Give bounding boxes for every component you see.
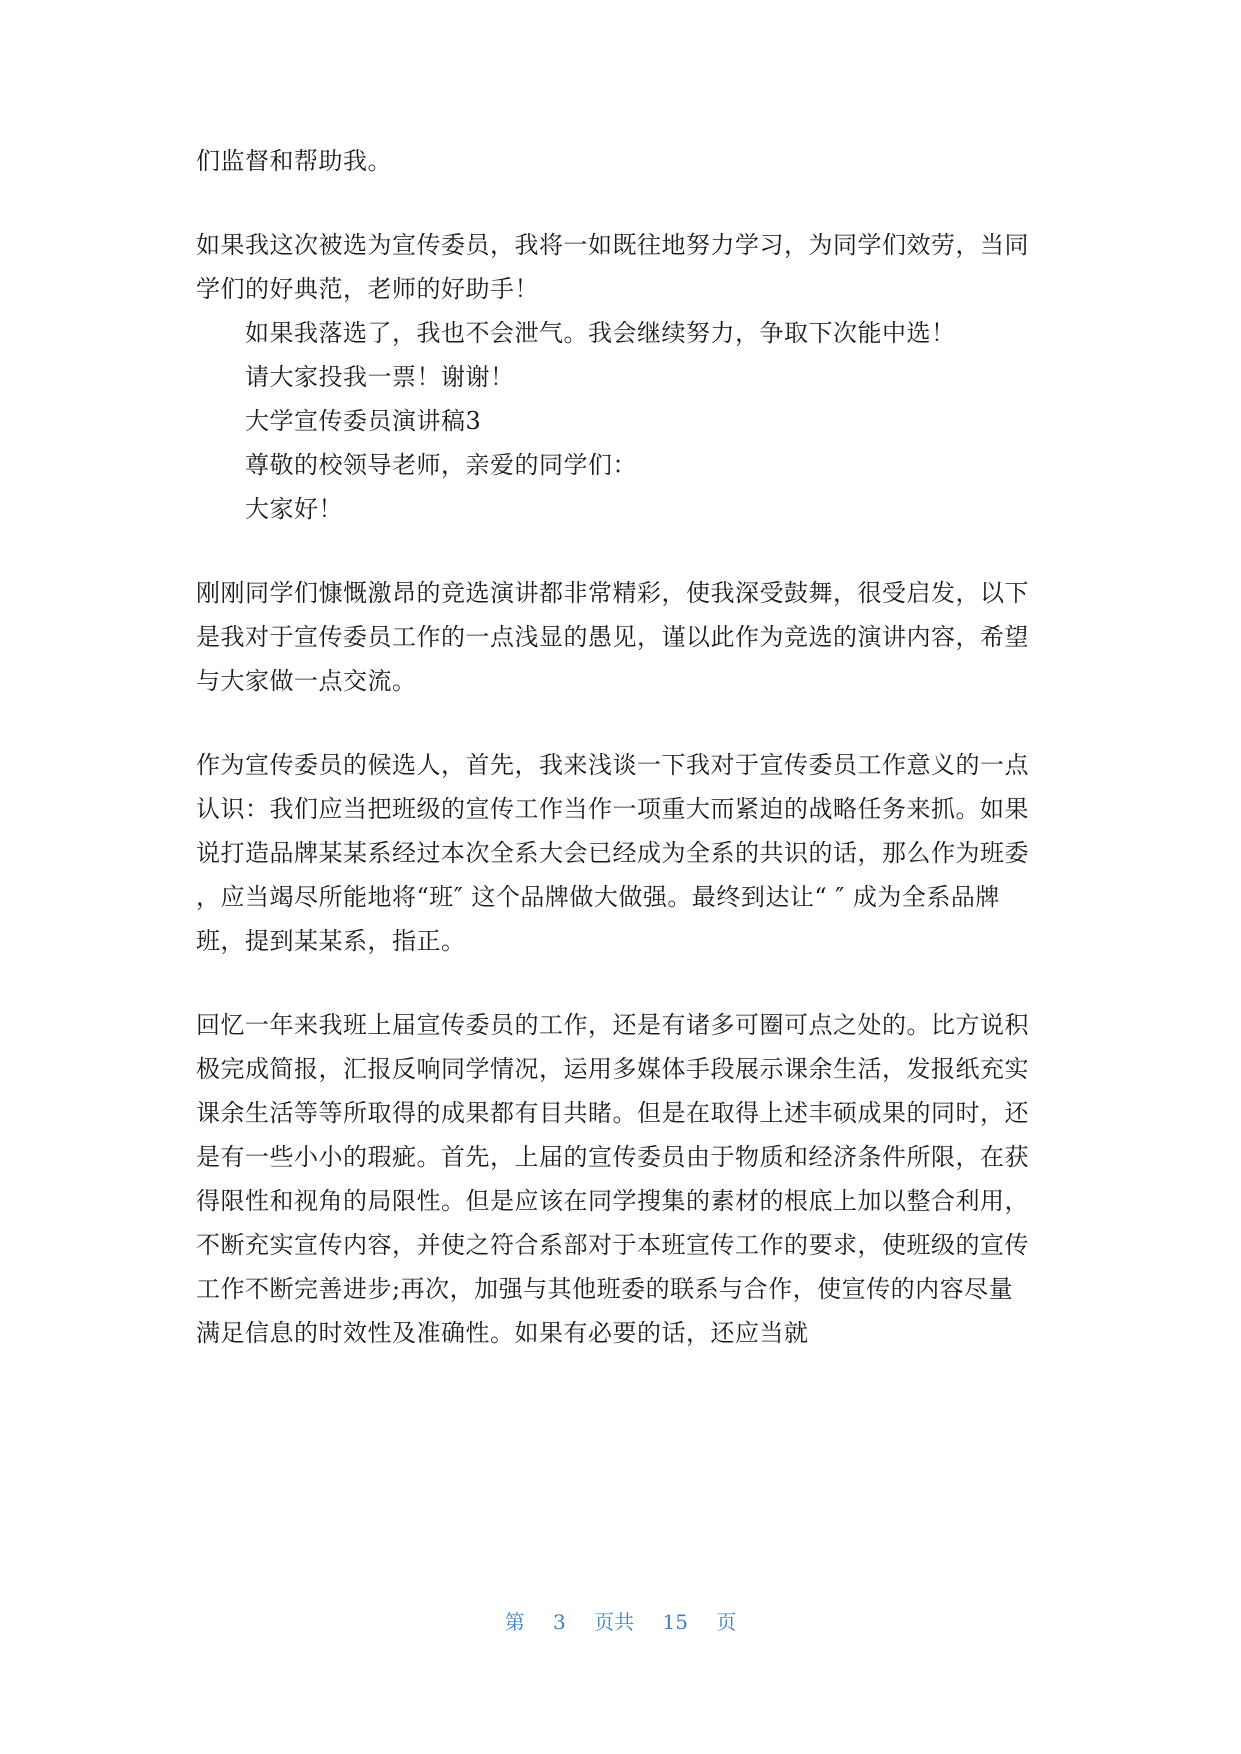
salutation: 尊敬的校领导老师，亲爱的同学们： xyxy=(245,451,637,479)
text-line: 工作不断完善进步;再次，加强与其他班委的联系与合作，使宣传的内容尽量 xyxy=(196,1275,1014,1303)
text-line: 班，提到某某系，指正。 xyxy=(196,927,466,955)
text-line: 认识：我们应当把班级的宣传工作当作一项重大而紧迫的战略任务来抓。如果 xyxy=(196,795,1029,823)
text-line: 回忆一年来我班上届宣传委员的工作，还是有诸多可圈可点之处的。比方说积 xyxy=(196,1011,1029,1039)
text-line: 不断充实宣传内容，并使之符合系部对于本班宣传工作的要求，使班级的宣传 xyxy=(196,1231,1029,1259)
footer-suffix: 页 xyxy=(716,1610,737,1634)
page-footer xyxy=(0,1606,1241,1635)
text-line: 们监督和帮助我。 xyxy=(196,147,392,175)
text-line: 满足信息的时效性及准确性。如果有必要的话，还应当就 xyxy=(196,1319,809,1347)
text-line: 是有一些小小的瑕疵。首先，上届的宣传委员由于物质和经济条件所限，在获 xyxy=(196,1143,1029,1171)
total-pages: 15 xyxy=(662,1610,688,1634)
footer-prefix: 第 xyxy=(504,1610,525,1634)
text-line: ，应当竭尽所能地将“班″ 这个品牌做大做强。最终到达让“ ″ 成为全系品牌 xyxy=(196,883,1000,911)
text-line: 极完成简报，汇报反响同学情况，运用多媒体手段展示课余生活，发报纸充实 xyxy=(196,1055,1029,1083)
text-line: 作为宣传委员的候选人，首先，我来浅谈一下我对于宣传委员工作意义的一点 xyxy=(196,751,1029,779)
section-heading: 大学宣传委员演讲稿3 xyxy=(245,407,482,435)
footer-middle: 页共 xyxy=(594,1610,635,1634)
text-line: 请大家投我一票！谢谢！ xyxy=(245,363,515,391)
text-line: 得限性和视角的局限性。但是应该在同学搜集的素材的根底上加以整合利用， xyxy=(196,1187,1029,1215)
text-line: 与大家做一点交流。 xyxy=(196,667,417,695)
text-line: 刚刚同学们慷慨激昂的竞选演讲都非常精彩，使我深受鼓舞，很受启发，以下 xyxy=(196,579,1029,607)
current-page-number: 3 xyxy=(553,1610,566,1634)
text-line: 如果我落选了，我也不会泄气。我会继续努力，争取下次能中选！ xyxy=(245,319,956,347)
text-line: 是我对于宣传委员工作的一点浅显的愚见，谨以此作为竞选的演讲内容，希望 xyxy=(196,623,1029,651)
text-line: 说打造品牌某某系经过本次全系大会已经成为全系的共识的话，那么作为班委 xyxy=(196,839,1029,867)
greeting: 大家好！ xyxy=(245,495,343,523)
text-line: 如果我这次被选为宣传委员，我将一如既往地努力学习，为同学们效劳，当同 xyxy=(196,231,1029,259)
text-line: 课余生活等等所取得的成果都有目共睹。但是在取得上述丰硕成果的同时，还 xyxy=(196,1099,1029,1127)
text-line: 学们的好典范，老师的好助手！ xyxy=(196,275,539,303)
